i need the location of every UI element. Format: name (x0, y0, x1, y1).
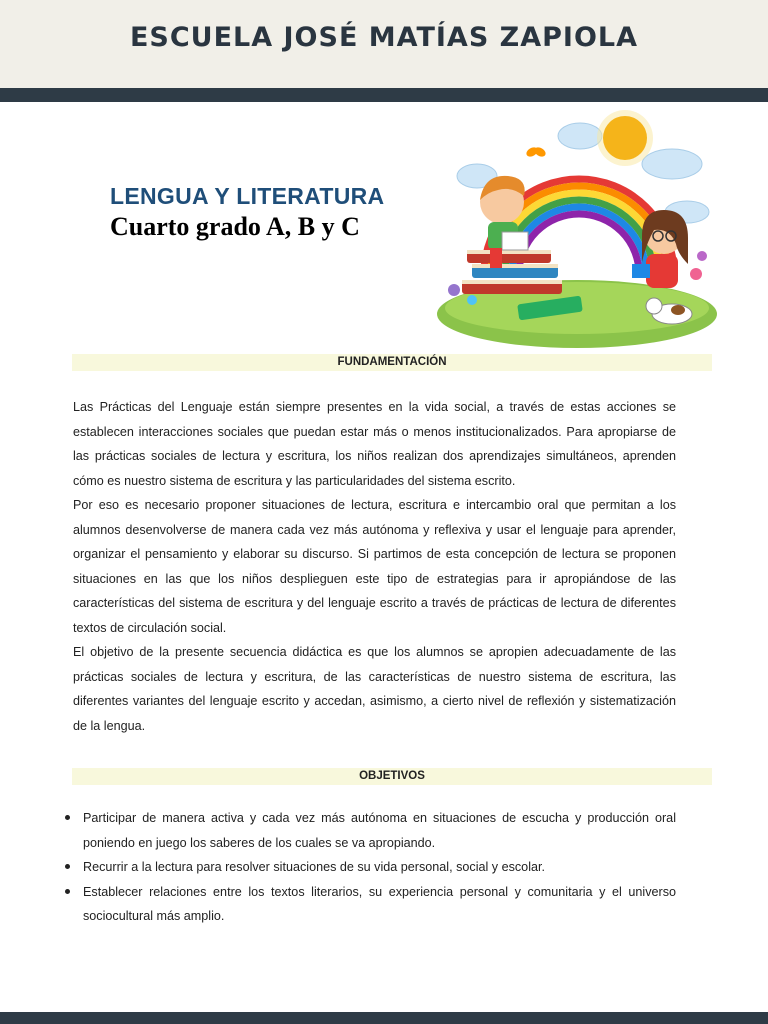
kids-reading-illustration (432, 104, 722, 350)
paragraph: Por eso es necesario proponer situaciones de lectura, escritura e intercambio oral que permitan a los alumnos desenvolverse de manera cada vez más autónoma y reflexiva y usar el lenguaje para aprender, organizar el pensamiento y elaborar su discurso. Si partimos de esta concepción de lectura se proponen situaciones en las que los niños desplieguen este tipo de estrategias para ir apropiándose de las características del sistema de escritura y del lenguaje escrito a través de prácticas de lectura de diferentes textos de circulación social. (73, 498, 676, 635)
section-heading-fundamentacion: FUNDAMENTACIÓN (72, 354, 712, 371)
fundamentacion-body (73, 395, 676, 738)
paragraph: El objetivo de la presente secuencia didáctica es que los alumnos se apropien adecuadamente de las prácticas sociales de lectura y escritura, de las características de nuestro sistema de escritura, las diferentes variantes del lenguaje escrito y accedan, asimismo, a cierto nivel de reflexión y sistematización de la lengua. (73, 645, 676, 733)
page-header (0, 0, 768, 88)
butterfly-icon (525, 146, 547, 159)
list-item: Establecer relaciones entre los textos literarios, su experiencia personal y comunitaria y el universo sociocultural más amplio. (83, 880, 676, 929)
sun-icon (597, 110, 653, 166)
paragraph: Las Prácticas del Lenguaje están siempre presentes en la vida social, a través de estas acciones se establecen interacciones sociales que puedan estar más o menos institucionalizados. Para apropiarse de las prácticas sociales de lectura y escritura, los niños realizan dos aprendizajes simultáneos, aprenden cómo es nuestro sistema de escritura y las particularidades del sistema escrito. (73, 400, 676, 488)
section-heading-objetivos: OBJETIVOS (72, 768, 712, 785)
objetivos-list (83, 806, 676, 929)
footer-bar (0, 1012, 768, 1024)
grade-title: Cuarto grado A, B y C (110, 212, 360, 241)
header-divider-bar (0, 88, 768, 102)
list-item: Recurrir a la lectura para resolver situaciones de su vida personal, social y escolar. (83, 855, 676, 880)
school-name: ESCUELA JOSÉ MATÍAS ZAPIOLA (129, 22, 639, 53)
subject-title: LENGUA Y LITERATURA (110, 183, 385, 209)
list-item: Participar de manera activa y cada vez más autónoma en situaciones de escucha y producción oral poniendo en juego los saberes de los cuales se va apropiando. (83, 806, 676, 855)
